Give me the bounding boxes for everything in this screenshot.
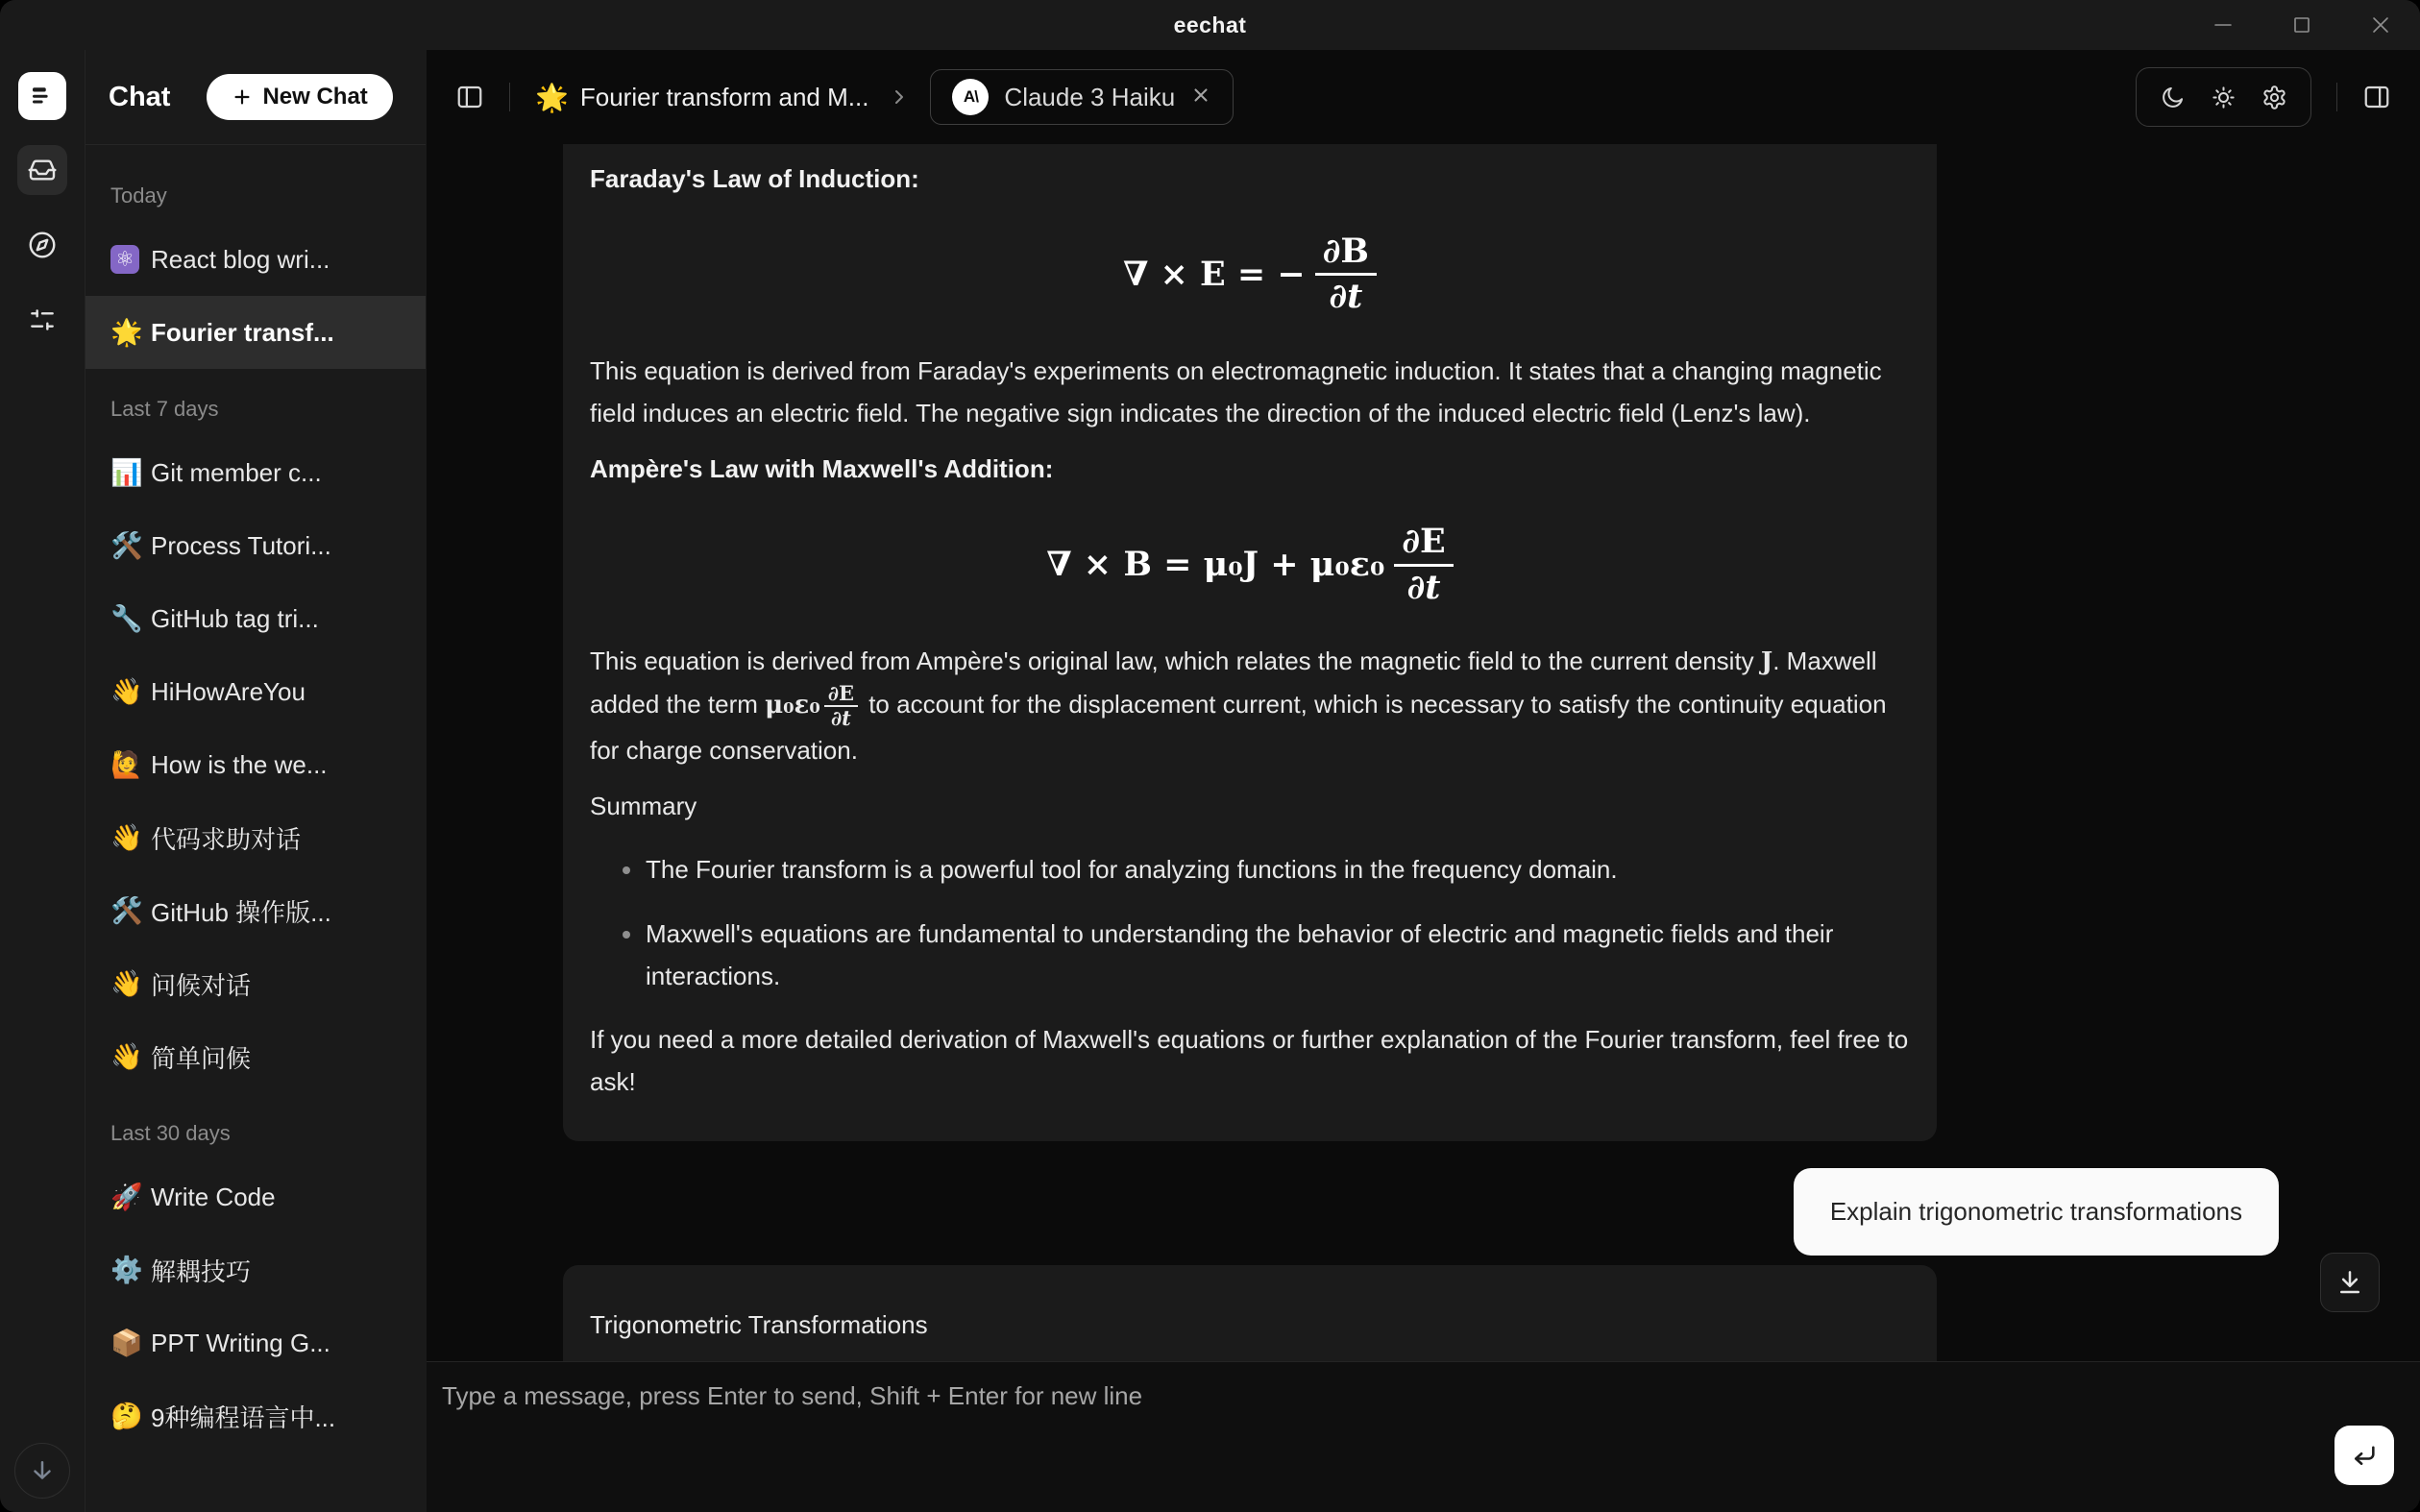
user-message-bubble: Explain trigonometric transformations [1794,1168,2279,1256]
chat-item-label: HiHowAreYou [151,676,306,706]
settings-gear-icon[interactable] [2261,85,2287,110]
sidebar-title: Chat [109,81,171,112]
minimize-button[interactable] [2211,12,2236,37]
chat-item-label: React blog wri... [151,244,330,274]
header-divider [2336,83,2337,111]
theme-toggle-group [2136,67,2311,127]
new-chat-label: New Chat [262,84,368,110]
enter-arrow-icon [2351,1442,2378,1469]
discover-compass-icon[interactable] [17,220,67,270]
chat-item-label: Process Tutori... [151,530,331,560]
chat-list-item[interactable] [86,958,426,1010]
chat-item-label: 简单问候 [151,1043,252,1073]
chat-list-item[interactable] [86,1031,426,1083]
anthropic-logo-icon: A\ [952,79,989,115]
maximize-button[interactable] [2289,12,2314,37]
chat-item-label: 9种编程语言中... [151,1402,336,1432]
star-emoji-icon: 🌟 [110,318,143,347]
tools-emoji-icon: 🛠️ [110,531,143,560]
conversation-scroll-area[interactable] [427,144,2420,1362]
chat-item-label: 解耦技巧 [151,1256,252,1286]
scroll-to-bottom-button[interactable] [2320,1253,2380,1312]
message-heading: Ampère's Law with Maxwell's Addition: [590,454,1054,484]
chat-item-label: Git member c... [151,457,322,487]
model-name: Claude 3 Haiku [1004,82,1176,111]
raise-hand-emoji-icon: 🙋 [110,750,143,779]
chat-list-item[interactable] [86,739,426,791]
send-button[interactable] [2334,1426,2394,1485]
chat-list-item[interactable] [86,447,426,499]
summary-bullet-list [590,848,1910,997]
bullet-item: The Fourier transform is a powerful tool for analyzing functions in the frequency domain. [590,848,1910,890]
settings-sliders-icon[interactable] [17,295,67,345]
rail-scroll-down-button[interactable] [14,1443,70,1499]
chat-item-label: 代码求助对话 [151,824,302,854]
message-heading: Faraday's Law of Induction: [590,164,919,193]
chat-list-item[interactable] [86,666,426,718]
toggle-right-panel-icon[interactable] [2362,83,2391,111]
chat-item-label: 问候对话 [151,970,252,1000]
user-message-row [427,1168,2279,1256]
chat-list-item[interactable] [86,1244,426,1296]
tools-emoji-icon: 🛠️ [110,896,143,925]
chats-inbox-icon[interactable] [17,145,67,195]
chat-item-label: Fourier transf... [151,317,334,347]
react-icon: ⚛ [110,245,139,274]
new-chat-button[interactable] [207,74,392,120]
conversation-tab[interactable] [535,82,868,113]
chat-list-item[interactable] [86,812,426,864]
chat-list-item[interactable] [86,1171,426,1223]
assistant-message-partial [563,1265,1937,1362]
chat-list-item[interactable] [86,520,426,572]
rocket-emoji-icon: 🚀 [110,1183,143,1211]
sidebar-header [86,50,426,145]
wrench-emoji-icon: 🔧 [110,604,143,633]
app-title: eechat [1173,12,1247,37]
chat-list-item[interactable] [86,1317,426,1369]
section-label-today: Today [110,183,167,207]
gear-emoji-icon: ⚙️ [110,1256,143,1284]
chart-emoji-icon: 📊 [110,458,143,487]
section-label-30days: Last 30 days [110,1121,231,1145]
message-input[interactable] [427,1362,2295,1512]
equation-faraday: ∇ × E = − $\frac{\partial B}{\partial t}$ [590,232,1910,317]
chat-list [86,145,426,1512]
wave-emoji-icon: 👋 [110,823,143,852]
tab-title: Fourier transform and M... [579,82,869,111]
chat-item-label: GitHub tag tri... [151,603,319,633]
thinking-emoji-icon: 🤔 [110,1402,143,1430]
summary-label: Summary [590,792,697,821]
titlebar [0,0,2420,50]
chat-list-item-selected[interactable] [86,296,426,369]
wave-emoji-icon: 👋 [110,677,143,706]
message-paragraph: If you need a more detailed derivation of Maxwell's equations or further explanation of the Fourier transform, feel free to ask! [590,1025,1909,1097]
plus-icon [232,86,253,108]
chat-item-label: Write Code [151,1182,276,1211]
tab-star-emoji-icon: 🌟 [535,82,569,112]
chat-item-label: PPT Writing G... [151,1328,330,1357]
chat-list-item[interactable] [86,885,426,937]
chat-list-item[interactable] [86,233,426,285]
message-paragraph: This equation is derived from Faraday's experiments on electromagnetic induction. It states that a changing magnetic field induces an electric field. The negative sign indicates the direction of the induced electric field (Lenz's law). [590,355,1882,427]
chat-item-label: How is the we... [151,749,328,779]
toggle-sidebar-icon[interactable] [455,83,484,111]
header-divider [509,83,510,111]
dark-mode-moon-icon[interactable] [2160,85,2186,110]
model-selector[interactable] [930,69,1234,125]
close-button[interactable] [2368,12,2393,37]
app-logo-icon[interactable] [18,72,66,120]
message-paragraph: This equation is derived from Ampère's original law, which relates the magnetic field to the current density J. Maxwell added the term μ₀ε₀ $\frac{\partial E}{\partial t}$ to account for the displacement current, which is necessary to satisfy the continuity equation for charge conservation. [590,646,1887,766]
chevron-right-icon [888,85,911,109]
chat-item-label: GitHub 操作版... [151,897,331,927]
composer [427,1361,2420,1512]
chat-sidebar [86,50,426,1512]
wave-emoji-icon: 👋 [110,1042,143,1071]
model-remove-icon[interactable] [1190,85,1211,110]
equation-ampere: ∇ × B = μ₀J + μ₀ε₀ $\frac{\partial E}{\partial t}$ [590,523,1910,607]
wave-emoji-icon: 👋 [110,969,143,998]
assistant-message [563,144,1937,1141]
main-area [427,50,2420,1512]
section-label-7days: Last 7 days [110,397,219,421]
main-header [427,50,2420,144]
light-mode-sun-icon[interactable] [2211,85,2237,110]
bullet-item: Maxwell's equations are fundamental to understanding the behavior of electric and magnetic fields and their interactions. [590,913,1910,997]
message-title: Trigonometric Transformations [590,1310,928,1340]
nav-rail [0,50,86,1512]
chat-list-item[interactable] [86,1390,426,1442]
package-emoji-icon: 📦 [110,1329,143,1357]
chat-list-item[interactable] [86,593,426,645]
